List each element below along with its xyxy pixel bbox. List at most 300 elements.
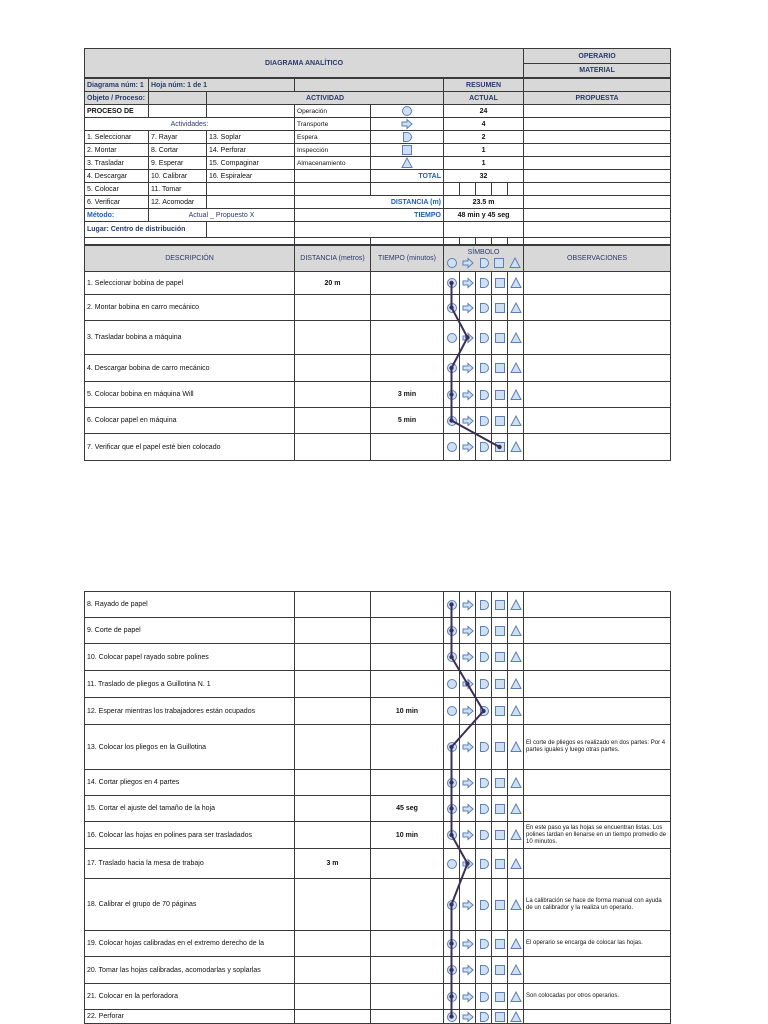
step-symbol-cell[interactable] — [460, 382, 476, 408]
activity-item: 15. Compaginar — [207, 157, 295, 170]
storage-triangle-icon — [510, 625, 522, 637]
delay-d-icon — [478, 277, 490, 289]
step-observation — [524, 321, 671, 355]
step-symbol-cell[interactable] — [492, 957, 508, 984]
step-symbol-cell[interactable] — [476, 408, 492, 434]
blank-cell — [295, 238, 371, 245]
step-symbol-cell[interactable] — [476, 295, 492, 321]
blank-cell — [207, 222, 295, 238]
step-observation — [524, 355, 671, 382]
step-description: 20. Tomar las hojas calibradas, acomodarlas y soplarlas — [85, 957, 295, 984]
operation-circle-icon — [446, 625, 458, 637]
step-symbol-cell[interactable] — [492, 382, 508, 408]
step-observation — [524, 408, 671, 434]
activity-item — [207, 183, 295, 196]
blank-cell — [295, 170, 371, 183]
step-symbol-cell[interactable] — [492, 725, 508, 770]
step-symbol-cell[interactable] — [476, 725, 492, 770]
step-symbol-cell[interactable] — [444, 984, 460, 1010]
operation-circle-icon — [446, 899, 458, 911]
blank-cell — [524, 157, 671, 170]
delay-d-icon — [478, 829, 490, 841]
step-description: 2. Montar bobina en carro mecánico — [85, 295, 295, 321]
blank-cell — [524, 196, 671, 209]
step-symbol-cell[interactable] — [444, 1010, 460, 1024]
activity-item: 9. Esperar — [149, 157, 207, 170]
total-value: 32 — [444, 170, 524, 183]
blank-cell — [524, 209, 671, 222]
step-distance — [295, 984, 371, 1010]
step-row — [85, 671, 671, 698]
transport-arrow-icon — [462, 332, 474, 344]
step-distance — [295, 408, 371, 434]
step-symbol-cell[interactable] — [460, 671, 476, 698]
transport-arrow-icon — [401, 118, 413, 130]
step-symbol-cell[interactable] — [444, 382, 460, 408]
operation-circle-icon — [446, 741, 458, 753]
step-observation — [524, 770, 671, 796]
analytic-diagram-page-1 — [84, 48, 670, 461]
inspection-square-icon — [494, 741, 506, 753]
step-observation — [524, 382, 671, 408]
step-time — [371, 984, 444, 1010]
transport-arrow-icon — [462, 858, 474, 870]
summary-activity-value: 24 — [444, 105, 524, 118]
step-distance — [295, 957, 371, 984]
blank-cell — [524, 222, 671, 238]
blank-cell — [460, 183, 476, 196]
transport-arrow-icon — [462, 441, 474, 453]
col-observations: OBSERVACIONES — [524, 246, 671, 272]
step-symbol-cell[interactable] — [476, 592, 492, 618]
activity-item: 12. Acomodar — [149, 196, 207, 209]
step-symbol-cell[interactable] — [476, 879, 492, 931]
square-icon — [371, 144, 444, 157]
step-description: 21. Colocar en la perforadora — [85, 984, 295, 1010]
step-symbol-cell[interactable] — [508, 671, 524, 698]
step-symbol-cell[interactable] — [492, 879, 508, 931]
operation-circle-icon — [446, 678, 458, 690]
step-symbol-cell[interactable] — [508, 957, 524, 984]
step-observation: En este paso ya las hojas se encuentran listas. Los polines tardan en llenarse en un tiempo promedio de 10 minutos. — [524, 822, 671, 849]
transport-arrow-icon — [462, 389, 474, 401]
step-symbol-cell[interactable] — [476, 796, 492, 822]
operation-circle-icon — [446, 777, 458, 789]
step-symbol-cell[interactable] — [476, 1010, 492, 1024]
activity-item: 7. Rayar — [149, 131, 207, 144]
step-row — [85, 822, 671, 849]
step-symbol-cell[interactable] — [492, 644, 508, 671]
step-symbol-cell[interactable] — [460, 698, 476, 725]
operation-circle-icon — [446, 441, 458, 453]
inspection-square-icon — [401, 144, 413, 156]
inspection-square-icon — [494, 964, 506, 976]
storage-triangle-icon — [510, 362, 522, 374]
step-symbol-cell[interactable] — [460, 272, 476, 295]
transport-arrow-icon — [462, 302, 474, 314]
activity-item: 16. Espiralear — [207, 170, 295, 183]
step-symbol-cell[interactable] — [492, 671, 508, 698]
step-symbol-cell[interactable] — [476, 849, 492, 879]
step-symbol-cell[interactable] — [508, 321, 524, 355]
inspection-square-icon — [494, 625, 506, 637]
step-symbol-cell[interactable] — [492, 295, 508, 321]
inspection-square-icon — [494, 705, 506, 717]
blank-cell — [295, 222, 444, 238]
blank-cell — [371, 183, 444, 196]
step-row — [85, 957, 671, 984]
blank-cell — [476, 183, 492, 196]
inspection-square-icon — [494, 362, 506, 374]
step-observation: La calibración se hace de forma manual con ayuda de un calibrador y la realiza un operario. — [524, 879, 671, 931]
step-observation — [524, 957, 671, 984]
step-symbol-cell[interactable] — [460, 770, 476, 796]
step-symbol-cell[interactable] — [508, 592, 524, 618]
delay-d-icon — [478, 362, 490, 374]
step-symbol-cell[interactable] — [444, 321, 460, 355]
step-time: 10 min — [371, 822, 444, 849]
activity-label: ACTIVIDAD — [207, 92, 444, 105]
summary-activity-value: 1 — [444, 157, 524, 170]
step-observation — [524, 618, 671, 644]
step-symbol-cell[interactable] — [444, 592, 460, 618]
step-description: 22. Perforar — [85, 1010, 295, 1024]
step-time — [371, 355, 444, 382]
delay-d-icon — [478, 899, 490, 911]
step-symbol-cell[interactable] — [492, 618, 508, 644]
steps-table-page-1 — [84, 245, 671, 461]
step-observation: Son colocadas por otros operarios. — [524, 984, 671, 1010]
storage-triangle-icon — [510, 678, 522, 690]
col-distance: DISTANCIA (metros) — [295, 246, 371, 272]
blank-cell — [295, 183, 371, 196]
step-row — [85, 592, 671, 618]
method-value: Actual _ Propuesto X — [149, 209, 295, 222]
step-symbol-cell[interactable] — [508, 984, 524, 1010]
step-symbol-cell[interactable] — [460, 644, 476, 671]
process-label: PROCESO DE — [85, 105, 149, 118]
step-symbol-cell[interactable] — [460, 957, 476, 984]
step-symbol-cell[interactable] — [444, 355, 460, 382]
step-symbol-cell[interactable] — [444, 822, 460, 849]
step-symbol-cell[interactable] — [460, 822, 476, 849]
blank-cell — [444, 222, 524, 238]
summary-activity-value: 1 — [444, 144, 524, 157]
step-symbol-cell[interactable] — [492, 770, 508, 796]
symbol-label: SÍMBOLO — [467, 249, 500, 256]
step-symbol-cell[interactable] — [476, 931, 492, 957]
header-table — [84, 48, 671, 78]
step-symbol-cell[interactable] — [460, 879, 476, 931]
step-distance — [295, 434, 371, 461]
step-symbol-cell[interactable] — [444, 295, 460, 321]
inspection-square-icon — [494, 1011, 506, 1023]
summary-activity-value: 4 — [444, 118, 524, 131]
step-symbol-cell[interactable] — [492, 408, 508, 434]
step-time — [371, 272, 444, 295]
inspection-square-icon — [494, 651, 506, 663]
step-symbol-cell[interactable] — [460, 984, 476, 1010]
delay-d-icon — [401, 131, 413, 143]
step-distance — [295, 295, 371, 321]
header-blank — [295, 79, 444, 92]
step-symbol-cell[interactable] — [508, 822, 524, 849]
step-description: 12. Esperar mientras los trabajadores están ocupados — [85, 698, 295, 725]
storage-triangle-icon — [510, 705, 522, 717]
step-symbol-cell[interactable] — [460, 408, 476, 434]
operation-circle-icon — [446, 257, 458, 269]
inspection-square-icon — [494, 938, 506, 950]
step-symbol-cell[interactable] — [460, 725, 476, 770]
step-symbol-cell[interactable] — [508, 355, 524, 382]
step-symbol-cell[interactable] — [492, 321, 508, 355]
step-symbol-cell[interactable] — [508, 931, 524, 957]
step-symbol-cell[interactable] — [508, 382, 524, 408]
step-symbol-cell[interactable] — [444, 725, 460, 770]
step-symbol-cell[interactable] — [460, 931, 476, 957]
operation-circle-icon — [446, 829, 458, 841]
activity-item: 2. Montar — [85, 144, 149, 157]
blank-cell — [492, 238, 508, 245]
step-description: 18. Calibrar el grupo de 70 páginas — [85, 879, 295, 931]
step-distance — [295, 879, 371, 931]
step-symbol-cell[interactable] — [508, 272, 524, 295]
step-symbol-cell[interactable] — [460, 321, 476, 355]
step-description: 7. Verificar que el papel esté bien colocado — [85, 434, 295, 461]
step-symbol-cell[interactable] — [460, 849, 476, 879]
step-symbol-cell[interactable] — [492, 698, 508, 725]
blank-cell — [524, 131, 671, 144]
step-description: 16. Colocar las hojas en polines para ser trasladados — [85, 822, 295, 849]
step-symbol-cell[interactable] — [508, 770, 524, 796]
step-time: 5 min — [371, 408, 444, 434]
step-distance — [295, 822, 371, 849]
step-row — [85, 434, 671, 461]
transport-arrow-icon — [462, 829, 474, 841]
step-distance — [295, 725, 371, 770]
step-symbol-cell[interactable] — [476, 618, 492, 644]
time-value: 48 min y 45 seg — [444, 209, 524, 222]
method-label: Método: — [85, 209, 149, 222]
step-row — [85, 321, 671, 355]
transport-arrow-icon — [462, 938, 474, 950]
delay-d-icon — [478, 599, 490, 611]
step-row — [85, 618, 671, 644]
step-time — [371, 931, 444, 957]
step-symbol-cell[interactable] — [460, 434, 476, 461]
summary-activity-value: 2 — [444, 131, 524, 144]
operation-circle-icon — [446, 277, 458, 289]
blank-cell — [524, 238, 671, 245]
step-time — [371, 321, 444, 355]
step-observation — [524, 272, 671, 295]
step-symbol-cell[interactable] — [444, 796, 460, 822]
step-observation — [524, 698, 671, 725]
activity-item: 13. Soplar — [207, 131, 295, 144]
summary-activity-name: Inspección — [295, 144, 371, 157]
step-symbol-cell[interactable] — [460, 1010, 476, 1024]
activity-item: 6. Verificar — [85, 196, 149, 209]
step-symbol-cell[interactable] — [492, 592, 508, 618]
step-symbol-cell[interactable] — [444, 408, 460, 434]
step-row — [85, 796, 671, 822]
step-symbol-cell[interactable] — [508, 698, 524, 725]
step-symbol-cell[interactable] — [444, 957, 460, 984]
step-symbol-cell[interactable] — [460, 295, 476, 321]
operation-circle-icon — [446, 389, 458, 401]
step-description: 3. Trasladar bobina a máquina — [85, 321, 295, 355]
step-symbol-cell[interactable] — [444, 931, 460, 957]
activity-item: 8. Cortar — [149, 144, 207, 157]
step-symbol-cell[interactable] — [476, 321, 492, 355]
delay-d-icon — [478, 803, 490, 815]
delay-d-icon — [478, 777, 490, 789]
step-symbol-cell[interactable] — [460, 618, 476, 644]
storage-triangle-icon — [510, 415, 522, 427]
transport-arrow-icon — [462, 1011, 474, 1023]
distance-value: 23.5 m — [444, 196, 524, 209]
step-symbol-cell[interactable] — [476, 272, 492, 295]
step-symbol-cell[interactable] — [476, 984, 492, 1010]
blank-cell — [524, 170, 671, 183]
step-symbol-cell[interactable] — [444, 879, 460, 931]
step-symbol-cell[interactable] — [508, 796, 524, 822]
step-symbol-cell[interactable] — [444, 770, 460, 796]
header-blank — [149, 92, 207, 105]
delay-d-icon — [478, 625, 490, 637]
step-symbol-cell[interactable] — [444, 644, 460, 671]
step-distance — [295, 618, 371, 644]
storage-triangle-icon — [510, 899, 522, 911]
inspection-square-icon — [494, 389, 506, 401]
step-symbol-cell[interactable] — [508, 725, 524, 770]
storage-triangle-icon — [510, 803, 522, 815]
diagram-number: Diagrama núm: 1 — [85, 79, 149, 92]
step-symbol-cell[interactable] — [508, 434, 524, 461]
step-symbol-cell[interactable] — [492, 1010, 508, 1024]
step-symbol-cell[interactable] — [476, 434, 492, 461]
step-description: 19. Colocar hojas calibradas en el extremo derecho de la — [85, 931, 295, 957]
transport-arrow-icon — [462, 277, 474, 289]
step-symbol-cell[interactable] — [492, 931, 508, 957]
operario-label: OPERARIO — [524, 49, 671, 64]
step-symbol-cell[interactable] — [508, 618, 524, 644]
step-distance — [295, 698, 371, 725]
storage-triangle-icon — [510, 389, 522, 401]
step-row — [85, 879, 671, 931]
delay-d-icon — [478, 389, 490, 401]
step-observation — [524, 592, 671, 618]
step-symbol-cell[interactable] — [476, 644, 492, 671]
step-symbol-cell[interactable] — [476, 382, 492, 408]
storage-triangle-icon — [510, 302, 522, 314]
inspection-square-icon — [494, 415, 506, 427]
step-symbol-cell[interactable] — [492, 849, 508, 879]
step-symbol-cell[interactable] — [444, 434, 460, 461]
step-symbol-cell[interactable] — [460, 796, 476, 822]
operation-circle-icon — [446, 938, 458, 950]
step-symbol-cell[interactable] — [492, 434, 508, 461]
operation-circle-icon — [446, 651, 458, 663]
step-symbol-cell[interactable] — [492, 796, 508, 822]
storage-triangle-icon — [510, 938, 522, 950]
inspection-square-icon — [494, 991, 506, 1003]
step-distance — [295, 796, 371, 822]
step-symbol-cell[interactable] — [444, 618, 460, 644]
transport-arrow-icon — [462, 651, 474, 663]
step-symbol-cell[interactable] — [492, 272, 508, 295]
operation-circle-icon — [446, 964, 458, 976]
step-row — [85, 698, 671, 725]
step-symbol-cell[interactable] — [476, 770, 492, 796]
step-symbol-cell[interactable] — [444, 272, 460, 295]
step-symbol-cell[interactable] — [476, 671, 492, 698]
step-symbol-cell[interactable] — [492, 822, 508, 849]
step-symbol-cell[interactable] — [444, 698, 460, 725]
proposal-label: PROPUESTA — [524, 92, 671, 105]
activity-item: 3. Trasladar — [85, 157, 149, 170]
step-observation — [524, 1010, 671, 1024]
step-symbol-cell[interactable] — [460, 355, 476, 382]
blank-cell — [508, 183, 524, 196]
delay-d-icon — [478, 257, 490, 269]
step-symbol-cell[interactable] — [444, 849, 460, 879]
step-distance — [295, 1010, 371, 1024]
step-observation — [524, 295, 671, 321]
storage-triangle-icon — [510, 332, 522, 344]
storage-triangle-icon — [510, 651, 522, 663]
inspection-square-icon — [494, 441, 506, 453]
transport-arrow-icon — [462, 991, 474, 1003]
step-symbol-cell[interactable] — [508, 879, 524, 931]
step-symbol-cell[interactable] — [492, 984, 508, 1010]
step-symbol-cell[interactable] — [508, 644, 524, 671]
transport-arrow-icon — [462, 777, 474, 789]
step-symbol-cell[interactable] — [508, 849, 524, 879]
inspection-square-icon — [494, 678, 506, 690]
summary-table — [84, 78, 671, 245]
step-symbol-cell[interactable] — [476, 355, 492, 382]
step-distance: 3 m — [295, 849, 371, 879]
step-symbol-cell[interactable] — [476, 822, 492, 849]
step-observation — [524, 849, 671, 879]
step-symbol-cell[interactable] — [476, 957, 492, 984]
step-symbol-cell[interactable] — [508, 295, 524, 321]
step-symbol-cell[interactable] — [508, 1010, 524, 1024]
circle-icon — [371, 105, 444, 118]
activity-item: 1. Seleccionar — [85, 131, 149, 144]
transport-arrow-icon — [462, 964, 474, 976]
storage-triangle-icon — [510, 991, 522, 1003]
step-symbol-cell[interactable] — [444, 671, 460, 698]
inspection-square-icon — [494, 332, 506, 344]
delay-d-icon — [478, 415, 490, 427]
step-time — [371, 434, 444, 461]
steps-table-page-2 — [84, 591, 671, 1024]
step-symbol-cell[interactable] — [492, 355, 508, 382]
delay-d-icon — [478, 441, 490, 453]
operation-circle-icon — [446, 991, 458, 1003]
step-row — [85, 272, 671, 295]
step-symbol-cell[interactable] — [476, 698, 492, 725]
blank-cell — [444, 183, 460, 196]
step-symbol-cell[interactable] — [508, 408, 524, 434]
time-label: TIEMPO — [295, 209, 444, 222]
step-symbol-cell[interactable] — [460, 592, 476, 618]
blank-cell — [207, 105, 295, 118]
step-description: 13. Colocar los pliegos en la Guillotina — [85, 725, 295, 770]
summary-label: RESUMEN — [444, 79, 524, 92]
